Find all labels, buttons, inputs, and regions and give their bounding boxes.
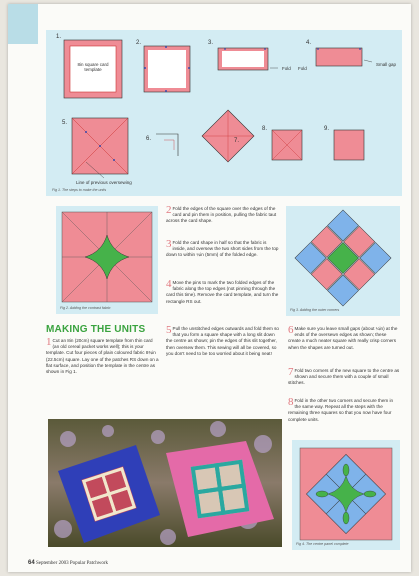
figure-3-panel bbox=[286, 206, 400, 316]
step-7-dropcap: 7 bbox=[288, 366, 294, 378]
figure-1-panel bbox=[46, 30, 402, 196]
step-4-paragraph bbox=[166, 280, 280, 305]
step-2-dropcap: 2 bbox=[166, 204, 172, 216]
step-1-dropcap: 1 bbox=[46, 336, 52, 348]
small-gap-label: Small gap bbox=[376, 62, 397, 67]
step-2-number: 2. bbox=[136, 40, 142, 46]
step-2-paragraph bbox=[166, 206, 280, 225]
page-footer bbox=[28, 560, 108, 566]
figure-2-panel bbox=[56, 206, 158, 314]
step-6-number: 6. bbox=[146, 136, 152, 142]
magazine-name: Popular Patchwork bbox=[69, 561, 109, 566]
figure-1-caption: Fig 1. The steps to make the units bbox=[52, 188, 107, 192]
figure-2-caption: Fig 2. Adding the contrast fabric bbox=[60, 306, 111, 310]
step-3-dropcap: 3 bbox=[166, 238, 172, 250]
figure-1-diagram bbox=[46, 30, 402, 196]
step-2-text: Fold the edges of the square over the edges of the card and pin them in position, pulling the fabric taut across the card shape. bbox=[166, 206, 277, 224]
line-overseam-label: Line of previous oversewing bbox=[76, 180, 132, 185]
step-7-number: 7. bbox=[234, 138, 240, 144]
step-1-number: 1. bbox=[56, 34, 62, 40]
step-3-paragraph bbox=[166, 240, 280, 259]
fold-label-2: Fold bbox=[298, 66, 307, 71]
step-5-paragraph bbox=[166, 326, 282, 357]
figure-4-caption: Fig 4. The centre panel complete bbox=[296, 542, 349, 546]
step-7-text: Fold two corners of the new square to the centre as shown and secure them with a couple of small stitches. bbox=[288, 368, 400, 386]
step-5-text: Pull the unstitched edges outwards and fold them so that you form a square shape with a long slit down the centre as shown; pin the edges of this slit together, then oversew them. This sewing will all be covered, so you don't need to be too worried about it being neat! bbox=[166, 326, 279, 356]
figure-3-diagram bbox=[286, 206, 400, 316]
step-4-dropcap: 4 bbox=[166, 278, 172, 290]
figure-3-caption: Fig 3. Adding the outer corners bbox=[290, 308, 340, 312]
step-6-text: Make sure you leave small gaps (about ¼in) at the ends of the oversewn edges as shown; these create a much neater square with really crisp corners when the shapes are turned out. bbox=[288, 326, 398, 350]
template-label: 8in square card template bbox=[77, 62, 109, 72]
step-8-paragraph bbox=[288, 398, 400, 423]
figure-4-panel bbox=[292, 440, 400, 550]
step-8-dropcap: 8 bbox=[288, 396, 294, 408]
cushions-photo bbox=[48, 419, 282, 547]
step-8-number: 8. bbox=[262, 126, 268, 132]
step-8-text: Fold in the other two corners and secure them in the same way. Repeat all the steps with the remaining three squares so that you now have four complete units. bbox=[288, 398, 394, 422]
step-5-number: 5. bbox=[62, 120, 68, 126]
step-1-text: Cut an 8in (20cm) square template from thin card (an old cereal packet works well); this is your template. Cut four pieces of plain coloured fabric 8¾in (22.5cm) square. Lay one of the patches RS down on a flat surface, and position the template in the centre as shown in Fig 1. bbox=[46, 338, 159, 375]
step-6-dropcap: 6 bbox=[288, 324, 294, 336]
issue-date: September 2003 bbox=[35, 561, 69, 566]
figure-4-diagram bbox=[292, 440, 400, 550]
step-4-number: 4. bbox=[306, 40, 312, 46]
corner-band bbox=[8, 4, 38, 44]
step-7-paragraph bbox=[288, 368, 400, 387]
fold-label-1: Fold bbox=[282, 66, 291, 71]
step-4-text: Move the pins to mark the two folded edges of the fabric along the top edges (not pinning through the card this time). Remove the card template, and turn the rectangle RS out. bbox=[166, 280, 279, 304]
step-3-number: 3. bbox=[208, 40, 214, 46]
step-9-number: 9. bbox=[324, 126, 330, 132]
figure-2-diagram bbox=[56, 206, 158, 314]
step-5-dropcap: 5 bbox=[166, 324, 172, 336]
section-heading: MAKING THE UNITS bbox=[46, 324, 146, 335]
page-number: 64 bbox=[28, 560, 35, 566]
cushions-photo-art bbox=[48, 419, 282, 547]
step-1-paragraph bbox=[46, 338, 160, 375]
step-3-text: Fold the card shape in half so that the fabric is inside, and oversew the two short sides from the top down to within ¼in (5mm) of the folded edge. bbox=[166, 240, 279, 258]
step-6-paragraph bbox=[288, 326, 400, 351]
